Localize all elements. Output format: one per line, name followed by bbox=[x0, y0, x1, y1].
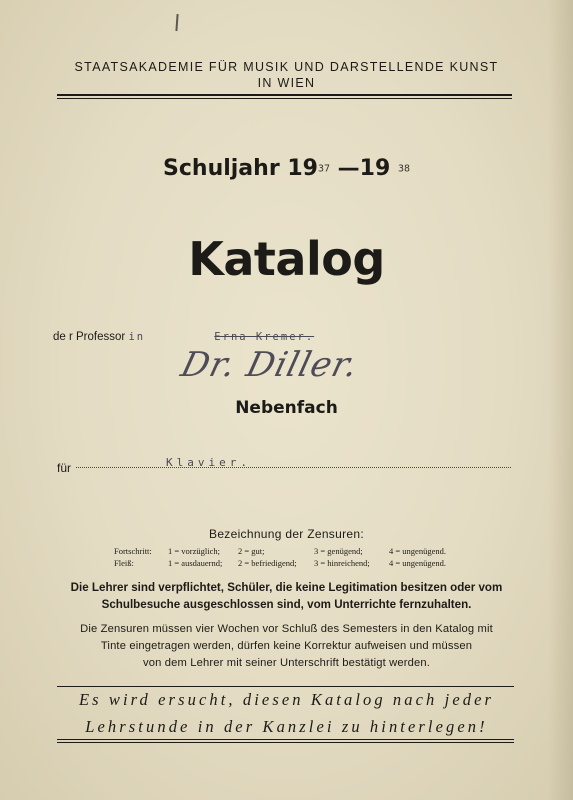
progress-grade-2: 2 = gut; bbox=[238, 546, 265, 556]
diligence-grade-2: 2 = befriedigend; bbox=[238, 558, 297, 568]
school-year-start: 37 bbox=[317, 163, 330, 175]
notice-legitimation bbox=[0, 579, 573, 613]
subject-value: Klavier. bbox=[166, 456, 251, 469]
notice-grades-line-3: von dem Lehrer mit seiner Unterschrift bestätigt werden. bbox=[143, 657, 430, 669]
italic-notice-bottom-rule-2 bbox=[57, 742, 514, 743]
diligence-grade-4: 4 = ungenügend. bbox=[389, 558, 446, 568]
professor-suffix: in bbox=[128, 331, 146, 343]
notice-grades-line-1: Die Zensuren müssen vier Wochen vor Schluß des Semesters in den Katalog mit bbox=[80, 623, 493, 635]
professor-line bbox=[53, 331, 314, 343]
progress-label: Fortschritt: bbox=[114, 546, 152, 556]
professor-label: de r Professor bbox=[53, 331, 126, 343]
school-year bbox=[0, 156, 573, 181]
school-year-dash: —19 bbox=[330, 156, 398, 181]
header-rule-thin bbox=[57, 98, 512, 99]
page-title: Katalog bbox=[188, 232, 385, 286]
notice-legitimation-line-2: Schulbesuche ausgeschlossen sind, vom Unterrichte fernzuhalten. bbox=[101, 598, 472, 611]
subject-label: für bbox=[57, 461, 72, 475]
italic-notice-bottom-rule-1 bbox=[57, 739, 514, 740]
professor-signature: Dr. Diller. bbox=[177, 345, 363, 385]
notice-legitimation-line-1: Die Lehrer sind verpflichtet, Schüler, die keine Legitimation besitzen oder vom bbox=[70, 581, 503, 594]
pencil-mark bbox=[175, 14, 178, 31]
italic-notice-top-rule bbox=[57, 686, 514, 687]
diligence-label: Fleiß: bbox=[114, 558, 134, 568]
notice-grades-line-2: Tinte eingetragen werden, dürfen keine Korrektur aufweisen und müssen bbox=[100, 640, 473, 652]
italic-notice-line-1: Es wird ersucht, diesen Katalog nach jeder bbox=[78, 690, 495, 709]
progress-grade-3: 3 = genügend; bbox=[314, 546, 363, 556]
diligence-grade-3: 3 = hinreichend; bbox=[314, 558, 370, 568]
header-rule-thick bbox=[57, 94, 512, 96]
institution-line-1: STAATSAKADEMIE FÜR MUSIK UND DARSTELLENDE KUNST bbox=[74, 60, 499, 74]
diligence-grade-1: 1 = ausdauernd; bbox=[168, 558, 223, 568]
progress-grade-4: 4 = ungenügend. bbox=[389, 546, 446, 556]
struck-professor-name: Erna Kremer. bbox=[214, 331, 315, 343]
italic-notice-line-2: Lehrstunde in der Kanzlei zu hinterlegen! bbox=[85, 717, 488, 736]
institution-line-2: IN WIEN bbox=[257, 76, 316, 90]
school-year-prefix: Schuljahr 19 bbox=[163, 156, 318, 181]
notice-grades bbox=[0, 621, 573, 672]
grades-title: Bezeichnung der Zensuren: bbox=[209, 527, 364, 541]
school-year-end: 38 bbox=[397, 163, 410, 175]
category-heading: Nebenfach bbox=[235, 398, 338, 418]
subject-dotted-line bbox=[76, 466, 511, 468]
progress-grade-1: 1 = vorzüglich; bbox=[168, 546, 221, 556]
